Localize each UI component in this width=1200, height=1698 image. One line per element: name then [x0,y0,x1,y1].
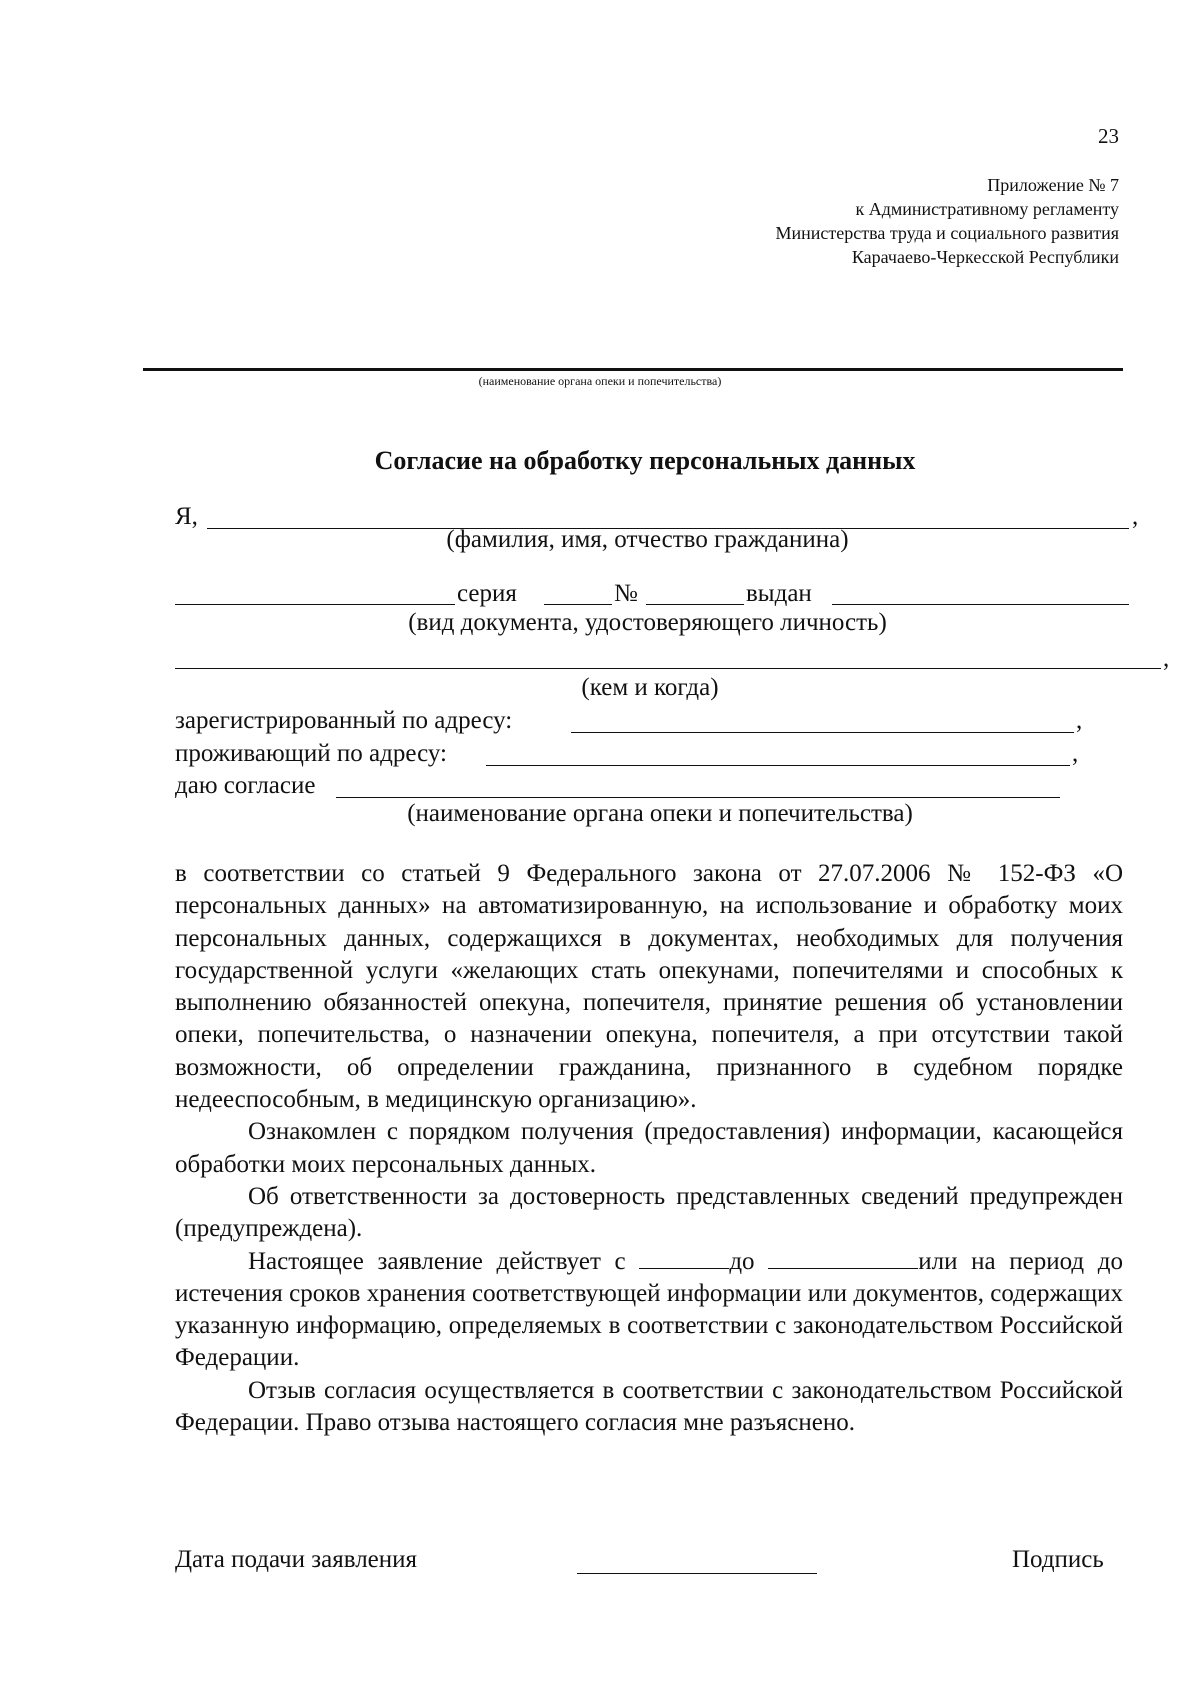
nomer-label: № [614,580,638,607]
seriya-field-line[interactable] [544,604,612,605]
appendix-block [775,173,1119,269]
kem-comma: , [1163,645,1170,672]
living-comma: , [1072,740,1079,767]
body-paragraph: Отзыв согласия осуществляется в соответствии с законодательством Российской Федерации. Право отзыва настоящего согласия мне разъяснено. [175,1376,1123,1437]
vydan-label: выдан [746,580,812,607]
signature-label: Подпись [1012,1546,1104,1573]
body-paragraph: в соответствии со статьей 9 Федерального закона от 27.07.2006 № 152-ФЗ «О персональных данных» на автоматизированную, на использование и обработку моих персональных данных, содержащихся в документах, необходимых для получения государственной услуги «желающих стать опекунами, попечителями и способных к выполнению обязанностей опекуна, попечителя, принятие решения об установлении опеки, попечительства, о назначении опекуна, попечителя, а при отсутствии такой возможности, об определении гражданина, признанного в судебном порядке недееспособным, в медицинскую организацию». [175,860,1123,1114]
valid-to-field[interactable] [768,1250,918,1269]
kem-field-line[interactable] [175,668,1161,669]
living-address-field-line[interactable] [486,765,1070,766]
appendix-line: Приложение № 7 [987,175,1119,195]
date-label: Дата подачи заявления [175,1546,418,1573]
organ-caption: (наименование органа опеки и попечительства) [407,800,913,827]
body-paragraph: Об ответственности за достоверность представленных сведений предупрежден (предупреждена). [175,1182,1123,1243]
ya-label: Я, [175,503,198,530]
appendix-line: к Административному регламенту [855,199,1119,219]
nomer-field-line[interactable] [646,604,744,605]
organ-name-caption: (наименование органа опеки и попечительства) [478,374,722,388]
consent-body [175,858,1123,1439]
doc-type-field-line[interactable] [175,604,455,605]
validity-paragraph [175,1246,1123,1375]
page-number: 23 [1098,124,1119,148]
registered-label: зарегистрированный по адресу: [175,707,513,734]
consent-organ-field-line[interactable] [336,797,1060,798]
fio-caption: (фамилия, имя, отчество гражданина) [446,526,849,553]
organ-name-line [143,368,1123,371]
seriya-label: серия [457,580,517,607]
living-label: проживающий по адресу: [175,740,447,767]
body-paragraph: Ознакомлен с порядком получения (предоставления) информации, касающейся обработки моих персональных данных. [175,1118,1123,1178]
document-title: Согласие на обработку персональных данных [374,446,916,475]
date-field-line[interactable] [577,1573,817,1574]
appendix-line: Министерства труда и социального развития [775,223,1119,243]
registered-comma: , [1076,707,1083,734]
doc-caption: (вид документа, удостоверяющего личность) [408,609,887,636]
validity-start-text: Настоящее заявление действует с [248,1247,626,1275]
appendix-line: Карачаево-Черкесской Республики [851,247,1119,267]
validity-do-text: до [729,1247,755,1275]
consent-label: даю согласие [175,772,316,799]
valid-from-field[interactable] [639,1250,729,1269]
fio-comma: , [1132,503,1139,530]
kem-caption: (кем и когда) [581,674,719,701]
vydan-field-line[interactable] [832,604,1129,605]
validity-rest-text: или на период до истечения сроков хранения соответствующей информации или документов, содержащих указанную информацию, определяемых в соответствии с законодательством Российской Федерации. [175,1247,1123,1372]
registered-address-field-line[interactable] [571,732,1074,733]
